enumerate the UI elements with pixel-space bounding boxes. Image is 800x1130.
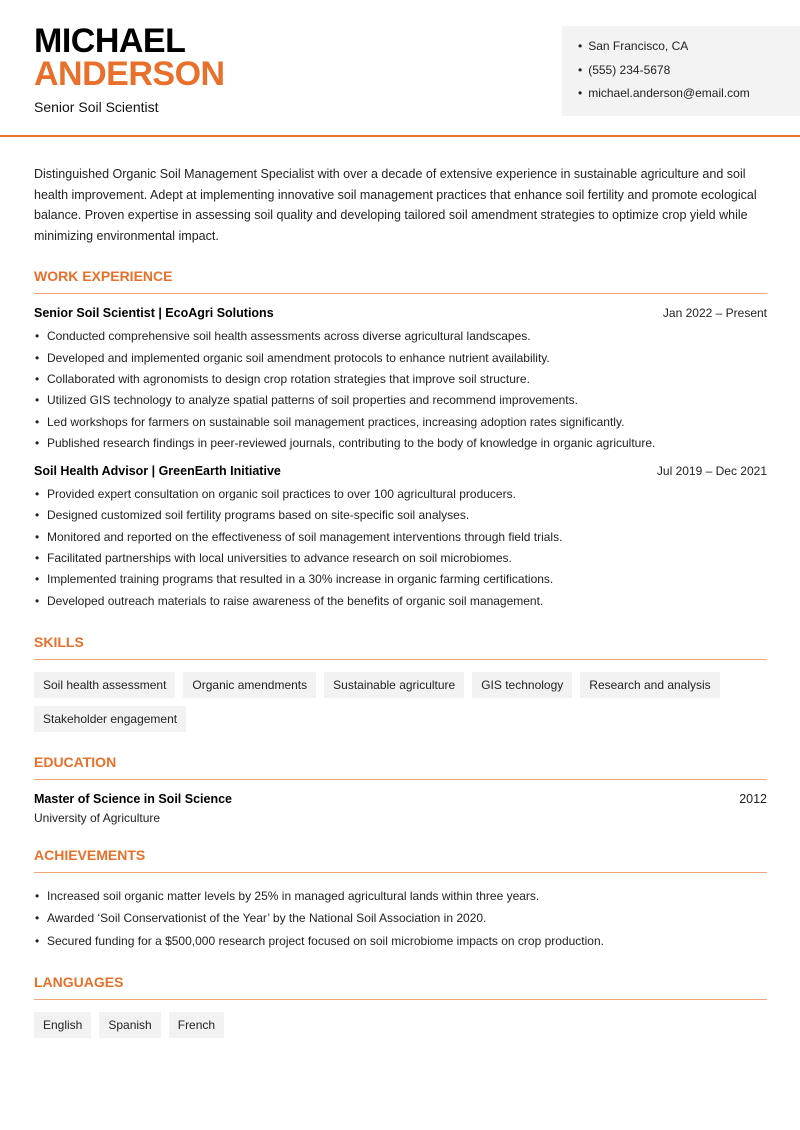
- list-item: • Secured funding for a $500,000 research project focused on soil microbiome impacts on crop production.: [34, 930, 767, 953]
- education-year: 2012: [739, 791, 767, 806]
- last-name: ANDERSON: [34, 55, 225, 93]
- job-entry: [34, 464, 767, 612]
- job-entry-dates: Jan 2022 – Present: [662, 306, 767, 321]
- contact-box: [562, 26, 800, 116]
- skill-tag: GIS technology: [472, 672, 572, 698]
- contact-location: • San Francisco, CA: [578, 39, 800, 63]
- list-item: • Increased soil organic matter levels by 25% in managed agricultural lands within three years.: [34, 885, 767, 908]
- education-entry: [34, 792, 767, 806]
- list-item: • Designed customized soil fertility programs based on site-specific soil analyses.: [34, 505, 767, 526]
- skill-tag: Research and analysis: [580, 672, 719, 698]
- list-item: • Provided expert consultation on organic soil practices to over 100 agricultural producers.: [34, 484, 767, 505]
- list-item: • Developed and implemented organic soil amendment protocols to enhance nutrient availability.: [34, 348, 767, 369]
- contact-phone: • (555) 234-5678: [578, 63, 800, 87]
- school: University of Agriculture: [34, 810, 161, 825]
- summary: Distinguished Organic Soil Management Specialist with over a decade of extensive experience in sustainable agriculture and soil health improvement. Adept at implementing innovative soil management practices that enhance soil fertility and promote ecological balance. Proven expertise in assessing soil quality and developing tailored soil amendment strategies to optimize crop yield while minimizing environmental impact.: [34, 167, 757, 243]
- list-item: • Monitored and reported on the effectiveness of soil management interventions through field trials.: [34, 527, 767, 548]
- skill-tag: Sustainable agriculture: [324, 672, 464, 698]
- section-heading-education: EDUCATION: [34, 754, 767, 780]
- job-entry-dates: Jul 2019 – Dec 2021: [656, 464, 767, 479]
- list-item: • Conducted comprehensive soil health assessments across diverse agricultural landscapes.: [34, 326, 767, 347]
- list-item: • Published research findings in peer-reviewed journals, contributing to the body of knowledge in organic agriculture.: [34, 433, 767, 454]
- list-item: • Implemented training programs that resulted in a 30% increase in organic farming certifications.: [34, 569, 767, 590]
- degree: Master of Science in Soil Science: [34, 791, 232, 806]
- list-item: • Collaborated with agronomists to design crop rotation strategies that improve soil structure.: [34, 369, 767, 390]
- skill-tag: Organic amendments: [183, 672, 316, 698]
- section-heading-work: WORK EXPERIENCE: [34, 268, 767, 294]
- list-item: • Facilitated partnerships with local universities to advance research on soil microbiomes.: [34, 548, 767, 569]
- skill-tag: Stakeholder engagement: [34, 706, 186, 732]
- language-tag: Spanish: [99, 1012, 160, 1038]
- job-entry-title: Soil Health Advisor | GreenEarth Initiative: [34, 464, 281, 479]
- list-item: • Utilized GIS technology to analyze spatial patterns of soil properties and recommend improvements.: [34, 390, 767, 411]
- resume-header: [0, 0, 800, 137]
- section-heading-skills: SKILLS: [34, 634, 767, 660]
- achievements-list: [34, 885, 767, 953]
- job-title: Senior Soil Scientist: [34, 99, 159, 115]
- resume-body: [34, 164, 767, 1038]
- section-heading-achievements: ACHIEVEMENTS: [34, 847, 767, 873]
- list-item: • Developed outreach materials to raise awareness of the benefits of organic soil management.: [34, 591, 767, 612]
- list-item: • Led workshops for farmers on sustainable soil management practices, increasing adoption rates significantly.: [34, 412, 767, 433]
- skills-list: [34, 672, 767, 732]
- skill-tag: Soil health assessment: [34, 672, 175, 698]
- language-tag: French: [169, 1012, 224, 1038]
- job-entry: [34, 306, 767, 454]
- list-item: • Awarded ‘Soil Conservationist of the Year’ by the National Soil Association in 2020.: [34, 907, 767, 930]
- languages-list: [34, 1012, 767, 1038]
- contact-email[interactable]: • michael.anderson@email.com: [578, 86, 800, 110]
- job-entry-title: Senior Soil Scientist | EcoAgri Solutions: [34, 306, 274, 321]
- first-name: MICHAEL: [34, 22, 186, 60]
- language-tag: English: [34, 1012, 91, 1038]
- section-heading-languages: LANGUAGES: [34, 974, 767, 1000]
